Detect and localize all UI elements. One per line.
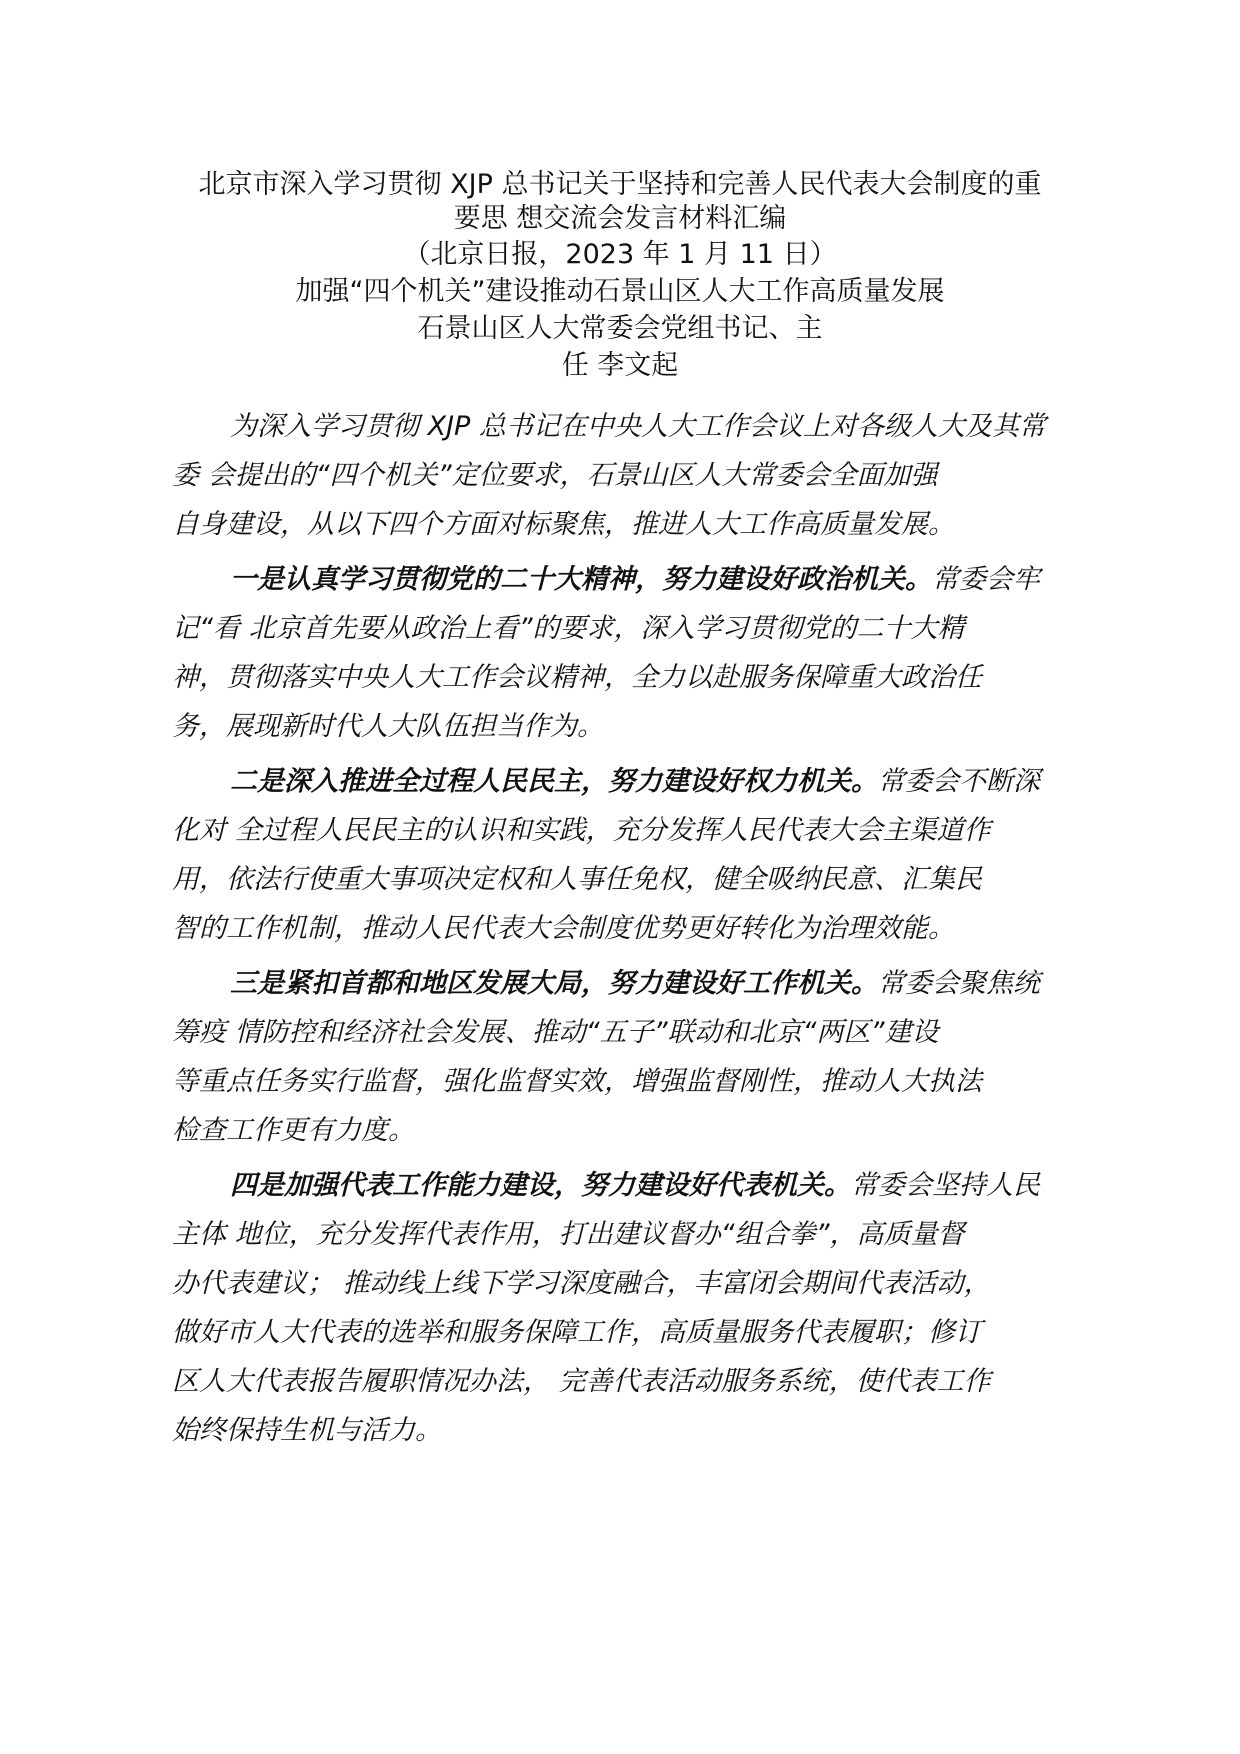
paragraph-line: 委 会提出的“四个机关”定位要求，石景山区人大常委会全面加强 — [172, 460, 938, 491]
title-line-1: 北京市深入学习贯彻 XJP 总书记关于坚持和完善人民代表大会制度的重 — [198, 169, 1042, 200]
document-header — [150, 168, 1090, 384]
paragraph-line: 自身建设，从以下四个方面对标聚焦，推进人大工作高质量发展。 — [172, 509, 955, 540]
paragraph-line: 用，依法行使重大事项决定权和人事任免权，健全吸纳民意、汇集民 — [172, 864, 982, 895]
paragraph-line: 常委会牢 — [932, 564, 1040, 595]
paragraph-intro — [172, 402, 1074, 549]
paragraph-line: 筹疫 情防控和经济社会发展、推动“五子”联动和北京“两区”建设 — [172, 1017, 939, 1048]
paragraph-first-line — [172, 1161, 1074, 1210]
paragraph-line: 化对 全过程人民民主的认识和实践，充分发挥人民代表大会主渠道作 — [172, 815, 991, 846]
paragraph-point-3 — [172, 959, 1074, 1155]
paragraph-line: 为深入学习贯彻 XJP 总书记在中央人大工作会议上对各级人大及其常 — [230, 411, 1046, 442]
paragraph-line: 等重点任务实行监督，强化监督实效，增强监督刚性，推动人大执法 — [172, 1066, 982, 1097]
source-date: （北京日报，2023 年 1 月 11 日） — [403, 239, 837, 270]
paragraph-line: 区人大代表报告履职情况办法， 完善代表活动服务系统，使代表工作 — [172, 1366, 991, 1397]
paragraph-lead-heading: 一是认真学习贯彻党的二十大精神，努力建设好政治机关。 — [230, 564, 932, 595]
paragraph-line: 始终保持生机与活力。 — [172, 1415, 442, 1446]
document-title — [150, 168, 1090, 236]
paragraph-line: 做好市人大代表的选举和服务保障工作，高质量服务代表履职；修订 — [172, 1317, 982, 1348]
paragraph-line: 神，贯彻落实中央人大工作会议精神，全力以赴服务保障重大政治任 — [172, 662, 982, 693]
paragraph-line: 主体 地位，充分发挥代表作用，打出建议督办“组合拳”，高质量督 — [172, 1219, 965, 1250]
paragraph-line: 智的工作机制，推动人民代表大会制度优势更好转化为治理效能。 — [172, 913, 955, 944]
paragraph-line: 务，展现新时代人大队伍担当作为。 — [172, 711, 604, 742]
author-line-1: 石景山区人大常委会党组书记、主 — [417, 313, 823, 344]
paragraph-line: 常委会坚持人民 — [851, 1170, 1040, 1201]
paragraph-line: 办代表建议； 推动线上线下学习深度融合，丰富闭会期间代表活动， — [172, 1268, 991, 1299]
paragraph-line: 常委会聚焦统 — [878, 968, 1040, 999]
paragraph-lead-heading: 四是加强代表工作能力建设，努力建设好代表机关。 — [230, 1170, 851, 1201]
author-line-2: 任 李文起 — [561, 350, 679, 381]
title-line-2: 要思 想交流会发言材料汇编 — [453, 203, 787, 234]
paragraph-line: 检查工作更有力度。 — [172, 1115, 415, 1146]
paragraph-point-1 — [172, 555, 1074, 751]
paragraph-first-line — [172, 757, 1074, 806]
paragraph-point-2 — [172, 757, 1074, 953]
paragraph-line: 常委会不断深 — [878, 766, 1040, 797]
paragraph-first-line — [172, 959, 1074, 1008]
paragraph-line: 记“看 北京首先要从政治上看”的要求，深入学习贯彻党的二十大精 — [172, 613, 965, 644]
paragraph-point-4 — [172, 1161, 1074, 1455]
article-title: 加强“四个机关”建设推动石景山区人大工作高质量发展 — [295, 276, 945, 307]
paragraph-lead-heading: 二是深入推进全过程人民民主，努力建设好权力机关。 — [230, 766, 878, 797]
paragraph-first-line — [172, 555, 1074, 604]
paragraph-lead-heading: 三是紧扣首都和地区发展大局，努力建设好工作机关。 — [230, 968, 878, 999]
document-body — [172, 402, 1074, 1461]
